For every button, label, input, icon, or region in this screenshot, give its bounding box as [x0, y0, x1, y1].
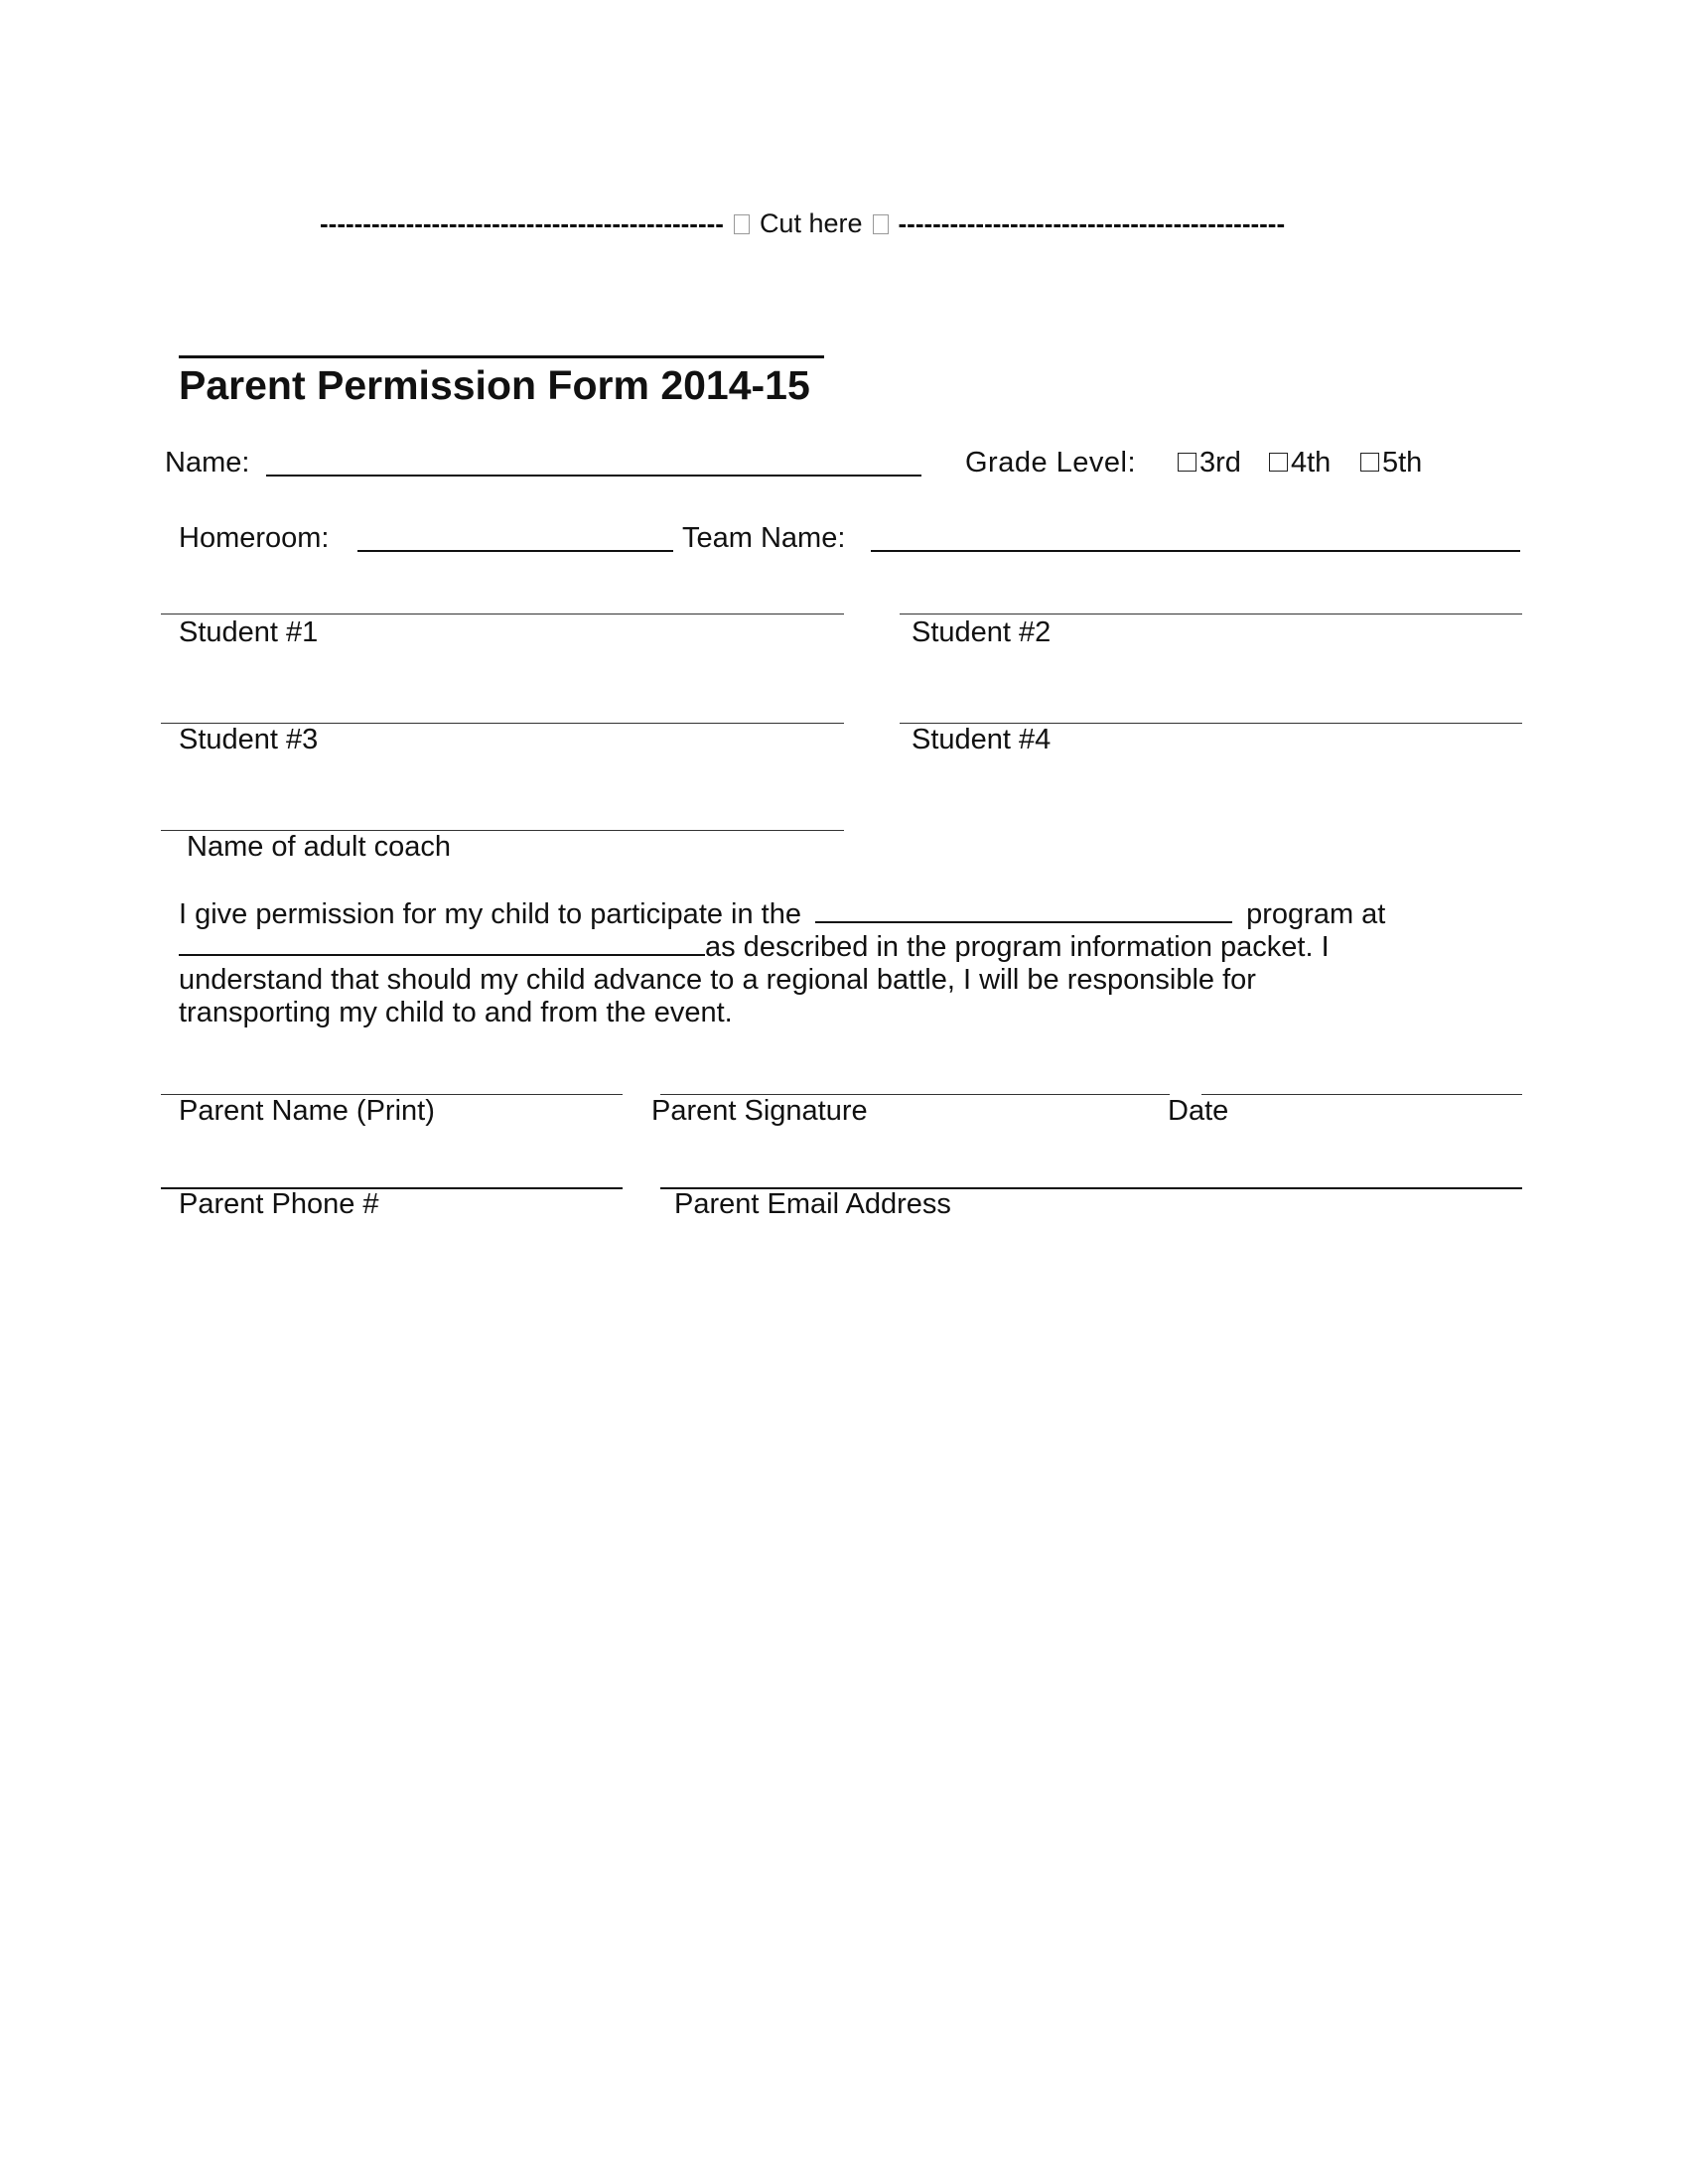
permission-line-2 [179, 931, 1330, 964]
permission-text-3: as described in the program information packet. I [705, 931, 1330, 963]
cut-dashes-right: --------------------------------------------- [898, 208, 1286, 238]
permission-line-4: transporting my child to and from the event. [179, 997, 733, 1028]
student-1-label: Student #1 [179, 616, 319, 648]
location-field[interactable] [179, 932, 705, 956]
title-rule [179, 355, 824, 358]
scissors-icon [873, 214, 889, 234]
homeroom-label: Homeroom: [179, 522, 330, 554]
cut-label: Cut here [759, 208, 863, 238]
permission-line-1 [179, 898, 1385, 931]
permission-text-2: program at [1246, 898, 1386, 930]
student-4-label: Student #4 [912, 724, 1052, 755]
form-title: Parent Permission Form 2014-15 [179, 362, 810, 408]
permission-line-3: understand that should my child advance to a regional battle, I will be responsible for [179, 964, 1256, 996]
parent-phone-label: Parent Phone # [179, 1188, 379, 1220]
parent-name-label: Parent Name (Print) [179, 1095, 435, 1127]
checkbox-5th[interactable] [1360, 453, 1379, 472]
name-field[interactable] [266, 475, 921, 477]
parent-email-label: Parent Email Address [674, 1188, 951, 1220]
grade-option-4th[interactable]: 4th [1269, 446, 1331, 479]
coach-label: Name of adult coach [187, 831, 451, 863]
team-name-field[interactable] [871, 550, 1520, 552]
student-3-label: Student #3 [179, 724, 319, 755]
date-label: Date [1168, 1095, 1229, 1127]
grade-option-5th[interactable]: 5th [1360, 446, 1422, 479]
student-2-label: Student #2 [912, 616, 1052, 648]
permission-text-1: I give permission for my child to participate in the [179, 898, 801, 930]
grade-level-label: Grade Level: [965, 447, 1137, 478]
date-field[interactable] [1201, 1094, 1522, 1095]
cut-line [320, 208, 1285, 239]
parent-signature-label: Parent Signature [651, 1095, 868, 1127]
grade-option-3rd[interactable]: 3rd [1178, 446, 1241, 479]
cut-dashes-left: ----------------------------------------------- [320, 208, 724, 238]
team-name-label: Team Name: [682, 522, 846, 554]
program-field[interactable] [815, 899, 1232, 923]
scissors-icon [734, 214, 750, 234]
homeroom-field[interactable] [357, 550, 673, 552]
name-label: Name: [165, 447, 250, 478]
checkbox-3rd[interactable] [1178, 453, 1196, 472]
checkbox-4th[interactable] [1269, 453, 1288, 472]
